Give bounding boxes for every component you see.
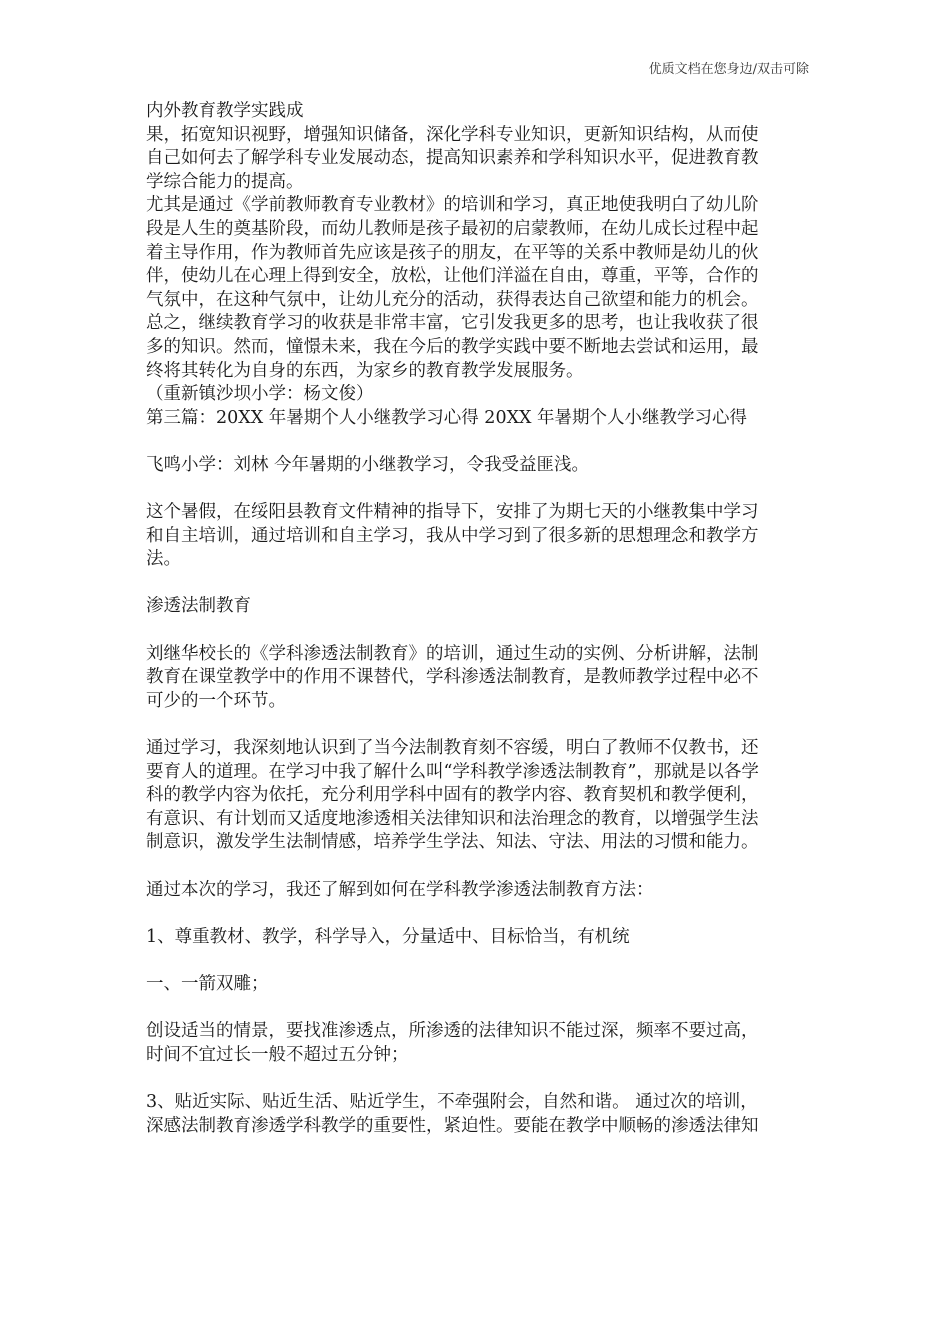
- text-line: （重新镇沙坝小学：杨文俊）: [146, 384, 374, 405]
- text-line: 可少的一个环节。: [146, 690, 286, 711]
- text-line: 3、贴近实际、贴近生活、贴近学生，不牵强附会，自然和谐。 通过次的培训，: [146, 1091, 758, 1112]
- text-line: 果，拓宽知识视野，增强知识储备，深化学科专业知识，更新知识结构，从而使: [146, 124, 759, 145]
- text-line: 多的知识。然而，憧憬未来，我在今后的教学实践中要不断地去尝试和运用，最: [146, 336, 759, 357]
- text-line: 伴，使幼儿在心理上得到安全，放松，让他们洋溢在自由，尊重，平等，合作的: [146, 266, 759, 287]
- paragraph: [146, 1020, 814, 1067]
- text-line: 飞鸣小学：刘林 今年暑期的小继教学习，令我受益匪浅。: [146, 454, 590, 475]
- paragraph-gap: [146, 713, 814, 737]
- text-line: 制意识，激发学生法制情感，培养学生学法、知法、守法、用法的习惯和能力。: [146, 832, 759, 853]
- paragraph-gap: [146, 1067, 814, 1091]
- paragraph: [146, 501, 814, 572]
- text-line: 渗透法制教育: [146, 596, 251, 617]
- paragraph: [146, 973, 814, 997]
- text-line: 内外教育教学实践成: [146, 101, 304, 121]
- text-line: 这个暑假，在绥阳县教育文件精神的指导下，安排了为期七天的小继教集中学习: [146, 502, 759, 523]
- paragraph: [146, 643, 814, 714]
- text-line: 教育在课堂教学中的作用不课替代，学科渗透法制教育，是教师教学过程中必不: [146, 667, 759, 688]
- paragraph: [146, 926, 814, 950]
- paragraph: [146, 879, 814, 903]
- paragraph-gap: [146, 619, 814, 643]
- text-line: 要育人的道理。在学习中我了解什么叫“学科教学渗透法制教育”，那就是以各学: [146, 761, 759, 782]
- text-line: 气氛中，在这种气氛中，让幼儿充分的活动，获得表达自己欲望和能力的机会。: [146, 289, 759, 310]
- paragraph-gap: [146, 430, 814, 454]
- paragraph: [146, 737, 814, 855]
- paragraph: [146, 595, 814, 619]
- text-line: 一、一箭双雕；: [146, 973, 269, 994]
- text-line: 和自主培训，通过培训和自主学习，我从中学习到了很多新的思想理念和教学方: [146, 525, 759, 546]
- text-line: 尤其是通过《学前教师教育专业教材》的培训和学习，真正地使我明白了幼儿阶: [146, 195, 759, 216]
- page-header: 优质文档在您身边/双击可除: [648, 62, 809, 77]
- paragraph-gap: [146, 478, 814, 502]
- text-line: 深感法制教育渗透学科教学的重要性，紧迫性。要能在教学中顺畅的渗透法律知: [146, 1115, 759, 1136]
- paragraph: [146, 454, 814, 478]
- text-line: 时间不宜过长一般不超过五分钟；: [146, 1044, 409, 1065]
- document-body: [146, 100, 814, 1138]
- text-line: 通过本次的学习，我还了解到如何在学科教学渗透法制教育方法：: [146, 879, 654, 900]
- text-line: 着主导作用，作为教师首先应该是孩子的朋友，在平等的关系中教师是幼儿的伙: [146, 242, 759, 263]
- paragraph-gap: [146, 855, 814, 879]
- text-line: 自己如何去了解学科专业发展动态，提高知识素养和学科知识水平，促进教育教: [146, 148, 759, 169]
- text-line: 学综合能力的提高。: [146, 171, 304, 192]
- text-line: 科的教学内容为依托，充分利用学科中固有的教学内容、教育契机和教学便利，: [146, 785, 759, 806]
- paragraph-gap: [146, 902, 814, 926]
- text-line: 总之，继续教育学习的收获是非常丰富，它引发我更多的思考，也让我收获了很: [146, 313, 759, 334]
- paragraph-gap: [146, 949, 814, 973]
- paragraph: [146, 100, 814, 430]
- text-line: 段是人生的奠基阶段，而幼儿教师是孩子最初的启蒙教师，在幼儿成长过程中起: [146, 218, 759, 239]
- text-line: 终将其转化为自身的东西，为家乡的教育教学发展服务。: [146, 360, 584, 381]
- text-line: 法。: [146, 549, 181, 570]
- text-line: 1、尊重教材、教学，科学导入，分量适中、目标恰当，有机统: [146, 926, 630, 947]
- text-line: 第三篇：20XX 年暑期个人小继教学习心得 20XX 年暑期个人小继教学习心得: [146, 407, 748, 428]
- paragraph-gap: [146, 572, 814, 596]
- text-line: 有意识、有计划而又适度地渗透相关法律知识和法治理念的教育，以增强学生法: [146, 808, 759, 829]
- text-line: 刘继华校长的《学科渗透法制教育》的培训，通过生动的实例、分析讲解，法制: [146, 643, 759, 664]
- text-line: 创设适当的情景，要找准渗透点，所渗透的法律知识不能过深，频率不要过高，: [146, 1021, 759, 1042]
- text-line: 通过学习，我深刻地认识到了当今法制教育刻不容缓，明白了教师不仅教书，还: [146, 738, 759, 759]
- paragraph-gap: [146, 997, 814, 1021]
- paragraph: [146, 1091, 814, 1138]
